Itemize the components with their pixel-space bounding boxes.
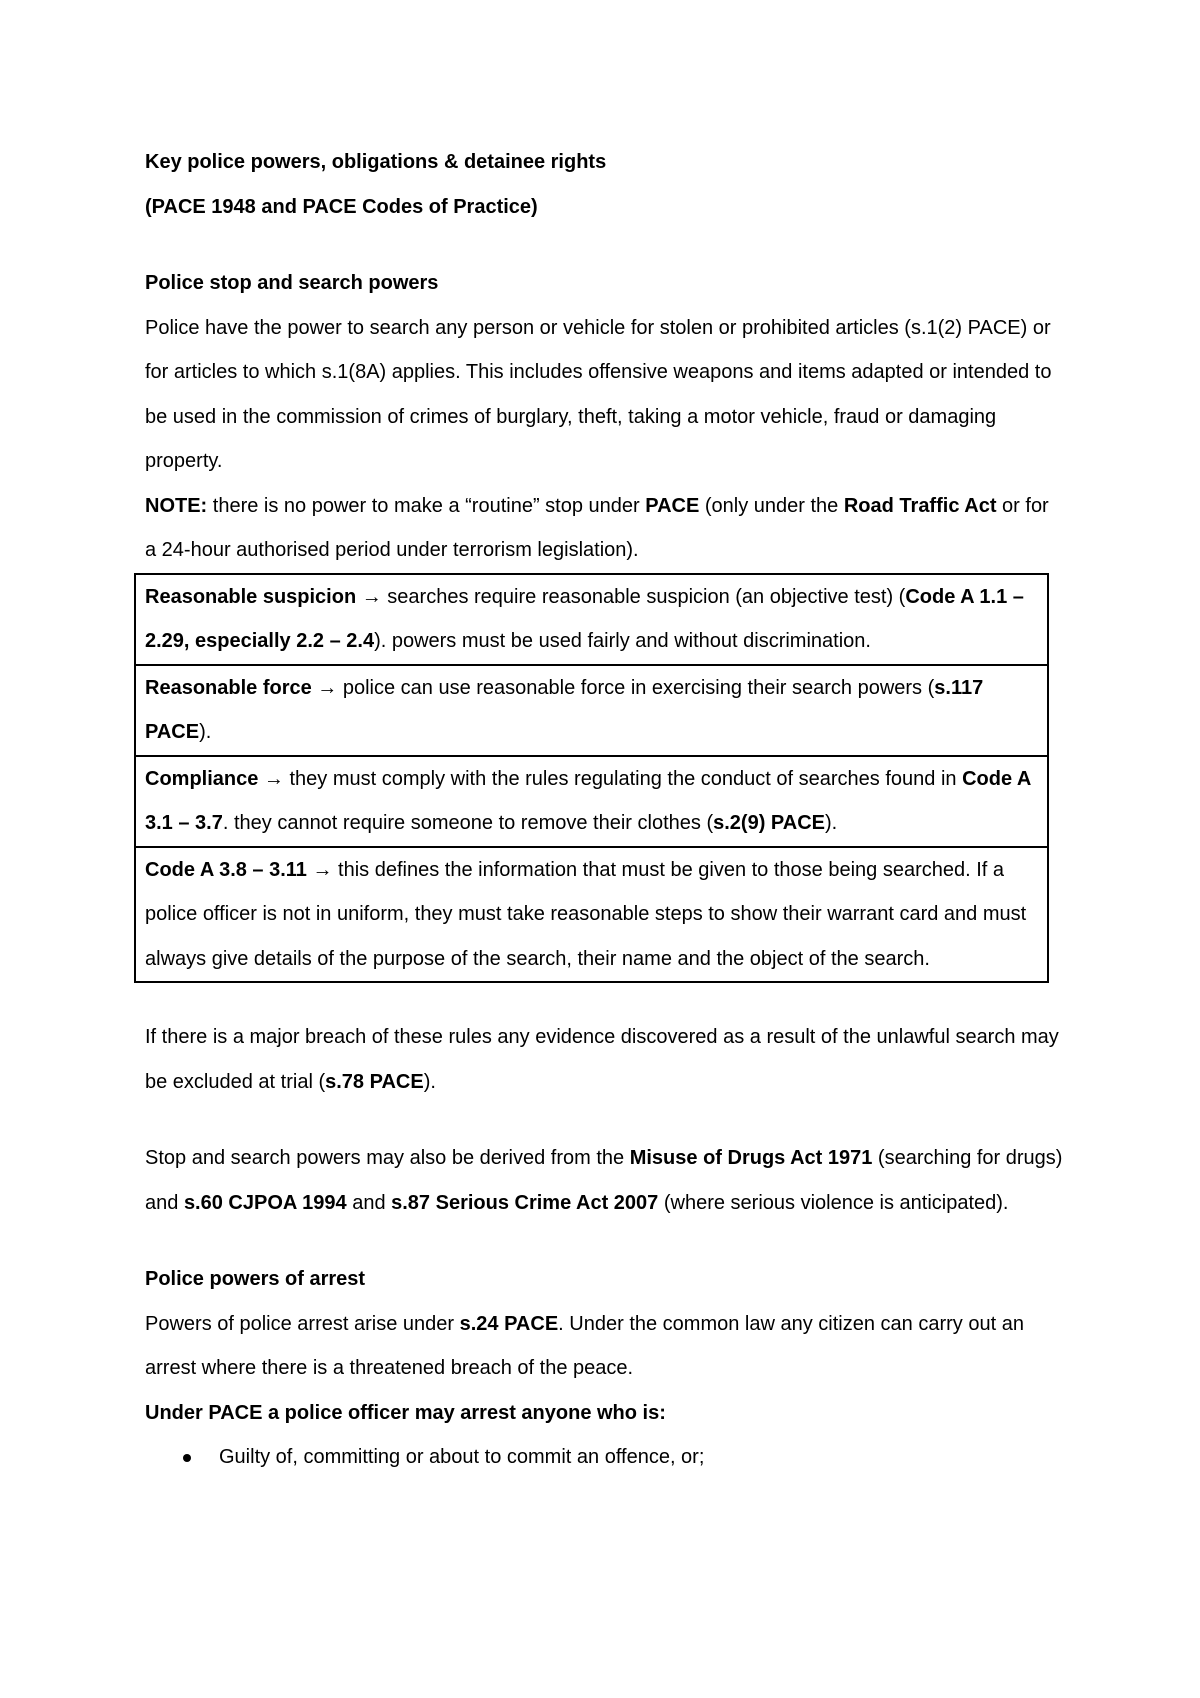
other-powers-paragraph: Stop and search powers may also be derived from the Misuse of Drugs Act 1971 (searching for drugs) and s.60 CJPOA 1994 and s.87 Serious Crime Act 2007 (where serious violence is anticipated).	[145, 1147, 1063, 1214]
row-ref: s.117 PACE	[145, 676, 984, 743]
bullet-icon	[183, 1454, 191, 1462]
row-term: Code A 3.8 – 3.11	[145, 858, 307, 881]
list-item: Guilty of, committing or about to commit an offence, or;	[145, 1435, 1065, 1480]
table-row-reasonable-suspicion: Reasonable suspicion → searches require reasonable suspicion (an objective test) (Code A 1.1 – 2.29, especially 2.2 – 2.4). powers must be used fairly and without discrimination.	[145, 585, 1024, 652]
spacer	[145, 229, 1065, 261]
stop-search-note: NOTE: there is no power to make a “routine” stop under PACE (only under the Road Traffic Act or for a 24-hour authorised period under terrorism legislation).	[145, 494, 1049, 561]
document-subtitle: (PACE 1948 and PACE Codes of Practice)	[145, 195, 538, 218]
row-ref: Code A 1.1 – 2.29, especially 2.2 – 2.4	[145, 585, 1024, 652]
breach-ref: s.78 PACE	[325, 1070, 424, 1093]
spacer	[145, 983, 1065, 1015]
arrest-lead: Under PACE a police officer may arrest anyone who is:	[145, 1401, 666, 1424]
row-ref-2: s.2(9) PACE	[713, 812, 825, 834]
row-term: Reasonable suspicion	[145, 585, 357, 608]
arrest-intro: Powers of police arrest arise under s.24 PACE. Under the common law any citizen can carry out an arrest where there is a threatened breach of the peace.	[145, 1312, 1024, 1379]
breach-paragraph: If there is a major breach of these rules any evidence discovered as a result of the unlawful search may be excluded at trial (s.78 PACE).	[145, 1026, 1059, 1093]
arrow-icon: →	[312, 858, 333, 881]
search-rules-table	[134, 573, 1049, 984]
section-heading-stop-search: Police stop and search powers	[145, 272, 439, 294]
document-page	[145, 140, 1065, 1480]
cjpoa-ref: s.60 CJPOA 1994	[183, 1191, 347, 1214]
sca-ref: s.87 Serious Crime Act 2007	[391, 1191, 659, 1214]
stop-search-intro: Police have the power to search any person or vehicle for stolen or prohibited articles (s.1(2) PACE) or for articles to which s.1(8A) applies. This includes offensive weapons and items adapted or intended to be used in the commission of crimes of burglary, theft, taking a motor vehicle, fraud or damaging property.	[145, 316, 1052, 472]
note-label: NOTE:	[145, 494, 208, 517]
row-ref: Code A 3.1 – 3.7	[145, 767, 1031, 834]
note-pace-ref: PACE	[645, 494, 700, 517]
table-row-compliance: Compliance → they must comply with the rules regulating the conduct of searches found in Code A 3.1 – 3.7. they cannot require someone to remove their clothes (s.2(9) PACE).	[136, 755, 1047, 846]
arrest-conditions-list	[145, 1435, 1065, 1480]
arrow-icon: →	[263, 767, 284, 790]
row-term: Reasonable force	[145, 676, 312, 699]
spacer	[145, 1225, 1065, 1257]
arrow-icon: →	[361, 585, 382, 608]
row-term: Compliance	[145, 767, 259, 790]
table-row-reasonable-force: Reasonable force → police can use reasonable force in exercising their search powers (s.117 PACE).	[136, 664, 1047, 755]
document-title: Key police powers, obligations & detainee rights	[145, 151, 607, 173]
note-rta-ref: Road Traffic Act	[843, 494, 997, 517]
spacer	[145, 1104, 1065, 1136]
arrow-icon: →	[317, 676, 338, 699]
arrest-ref: s.24 PACE	[459, 1312, 559, 1335]
mda-ref: Misuse of Drugs Act 1971	[629, 1147, 873, 1169]
table-row-code-a-3-8: Code A 3.8 – 3.11 → this defines the information that must be given to those being searched. If a police officer is not in uniform, they must take reasonable steps to show their warrant card and must always give details of the purpose of the search, their name and the object of the search.	[136, 846, 1047, 982]
section-heading-arrest: Police powers of arrest	[145, 1268, 366, 1290]
